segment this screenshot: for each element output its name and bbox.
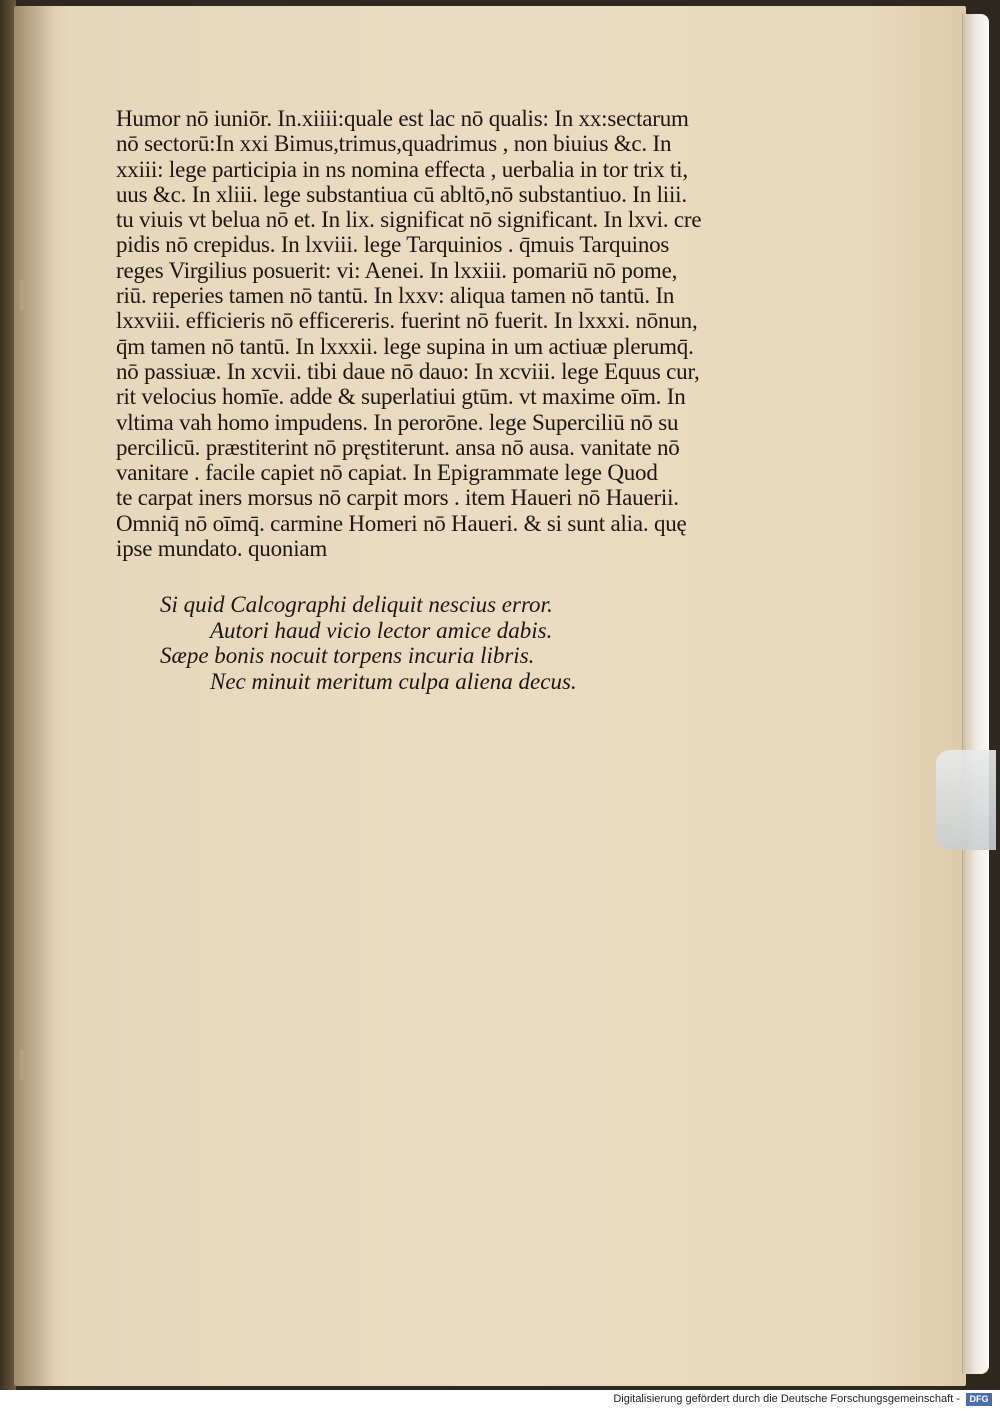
stitch-hole [20, 1050, 24, 1080]
page-clip-marker [936, 750, 996, 850]
page-stack-edge [962, 14, 989, 1374]
epigram-verse [160, 592, 680, 694]
dfg-logo: DFG [966, 1393, 992, 1406]
text-line: reges Virgilius posuerit: vi: Aenei. In lxxiii. pomariū nō pome, [116, 257, 678, 283]
verse-line: Nec minuit meritum culpa aliena decus. [210, 668, 577, 694]
body-text [116, 106, 828, 561]
verse-line: Sæpe bonis nocuit torpens incuria libris. [160, 643, 535, 668]
text-line: tu viuis vt belua nō et. In lix. significat nō significant. In lxvi. cre [116, 207, 702, 233]
text-line: uus &c. In xliii. lege substantiua cū abltō,nō substantiuo. In liii. [116, 181, 687, 207]
text-line: riū. reperies tamen nō tantū. In lxxv: aliqua tamen nō tantū. In [116, 283, 675, 309]
text-line: percilicū. præstiterint nō pręstiterunt. ansa nō ausa. vanitate nō [116, 434, 680, 460]
text-line: vltima vah homo impudens. In perorōne. lege Superciliū nō su [116, 409, 679, 435]
verse-line: Autori haud vicio lector amice dabis. [210, 617, 553, 643]
stitch-hole [20, 280, 24, 310]
text-line: Omniq̄ nō oīmq̄. carmine Homeri nō Haueri. & si sunt alia. quę [116, 510, 687, 536]
text-line: ipse mundato. quoniam [116, 536, 328, 562]
text-line: xxiii: lege participia in ns nomina effecta , uerbalia in tor trix ti, [116, 156, 688, 182]
verse-line: Si quid Calcographi deliquit nescius error. [160, 592, 553, 617]
text-line: pidis nō crepidus. In lxviii. lege Tarquinios . q̄muis Tarquinos [116, 232, 670, 258]
gutter-shadow [14, 6, 54, 1386]
text-line: nō sectorū:In xxi Bimus,trimus,quadrimus , non biuius &c. In [116, 131, 672, 157]
text-line: lxxviii. efficieris nō efficereris. fuerint nō fuerit. In lxxxi. nōnun, [116, 308, 698, 334]
text-line: te carpat iners morsus nō carpit mors . item Haueri nō Hauerii. [116, 485, 679, 511]
funding-credit: Digitalisierung gefördert durch die Deutsche Forschungsgemeinschaft - [613, 1393, 960, 1405]
text-line: nō passiuæ. In xcvii. tibi daue nō dauo: In xcviii. lege Equus cur, [116, 358, 700, 384]
text-line: rit velocius homīe. adde & superlatiui gtūm. vt maxime oīm. In [116, 384, 686, 410]
text-line: vanitare . facile capiet nō capiat. In Epigrammate lege Quod [116, 460, 658, 486]
text-line: q̄m tamen nō tantū. In lxxxii. lege supina in um actiuæ plerumq̄. [116, 333, 694, 359]
text-line: Humor nō iuniōr. In.xiiii:quale est lac nō qualis: In xx:sectarum [116, 106, 689, 131]
